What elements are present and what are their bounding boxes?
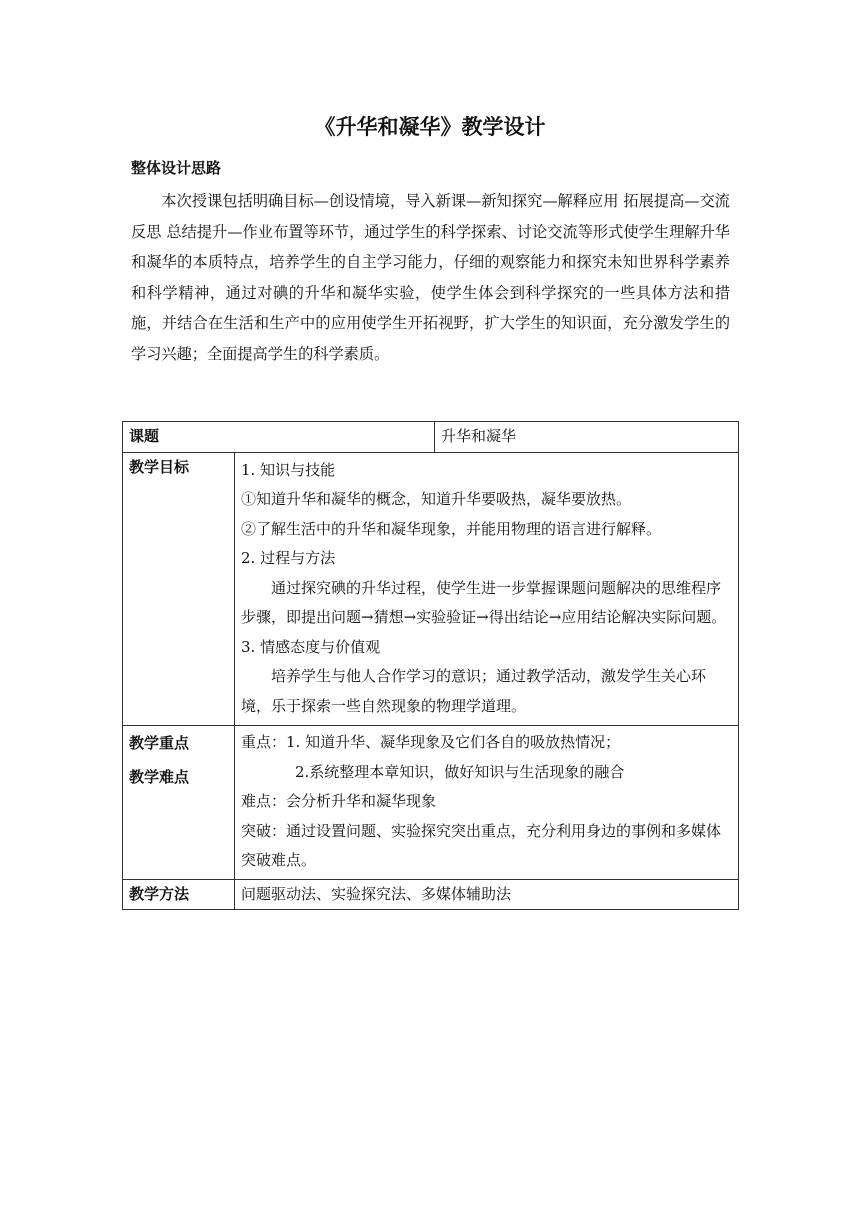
- objective-paragraph: 培养学生与他人合作学习的意识；通过教学活动，激发学生关心环境，乐于探索一些自然现象的物理学道理。: [241, 667, 707, 715]
- topic-value: 升华和凝华: [435, 422, 739, 453]
- breakthrough-line: 突破：通过设置问题、实验探究突出重点，充分利用身边的事例和多媒体突破难点。: [241, 821, 722, 869]
- document-title: 《升华和凝华》教学设计: [314, 115, 546, 139]
- method-label: 教学方法: [123, 879, 235, 910]
- table-row-topic: [123, 422, 739, 453]
- objective-heading-attitude: 3. 情感态度与价值观: [241, 637, 381, 656]
- key-points-label: [123, 726, 235, 880]
- key-points-content: [235, 726, 739, 880]
- objective-paragraph: 通过探究碘的升华过程，使学生进一步掌握课题问题解决的思维程序步骤，即提出问题→猜想→实验验证→得出结论→应用结论解决实际问题。: [241, 578, 727, 626]
- objectives-content: [235, 452, 739, 726]
- table-row-key-points: [123, 726, 739, 880]
- objective-item: ①知道升华和凝华的概念，知道升华要吸热，凝华要放热。: [241, 490, 632, 508]
- topic-label: 课题: [123, 422, 435, 453]
- difficulty-line: 难点：会分析升华和凝华现象: [241, 792, 437, 810]
- key-focus-label: 教学重点: [129, 734, 190, 752]
- lesson-info-table: [122, 421, 739, 910]
- overall-design-paragraph: 本次授课包括明确目标—创设情境，导入新课—新知探究—解释应用 拓展提高—交流反思 总结提升—作业布置等环节，通过学生的科学探索、讨论交流等形式使学生理解升华和凝华的本质特点，培养学生的自主学习能力，仔细的观察能力和探究未知世界科学素养和科学精神，通过对碘的升华和凝华实验，使学生体会到科学探究的一些具体方法和措施，并结合在生活和生产中的应用使学生开拓视野，扩大学生的知识面，充分激发学生的学习兴趣；全面提高学生的科学素质。: [131, 192, 730, 363]
- objective-item: ②了解生活中的升华和凝华现象，并能用物理的语言进行解释。: [241, 519, 662, 538]
- objective-heading-process: 2. 过程与方法: [241, 549, 336, 567]
- table-row-method: [123, 879, 739, 910]
- objective-heading-knowledge: 1. 知识与技能: [241, 460, 336, 479]
- focus-line: 2.系统整理本章知识，做好知识与生活现象的融合: [295, 762, 625, 781]
- focus-line: 重点：1. 知道升华、凝华现象及它们各自的吸放热情况；: [241, 733, 621, 751]
- objectives-label: 教学目标: [123, 452, 235, 726]
- key-difficulty-label: 教学难点: [129, 768, 190, 786]
- method-value: 问题驱动法、实验探究法、多媒体辅助法: [235, 879, 739, 910]
- table-row-objectives: [123, 452, 739, 726]
- section-heading-overall-design: 整体设计思路: [131, 159, 222, 177]
